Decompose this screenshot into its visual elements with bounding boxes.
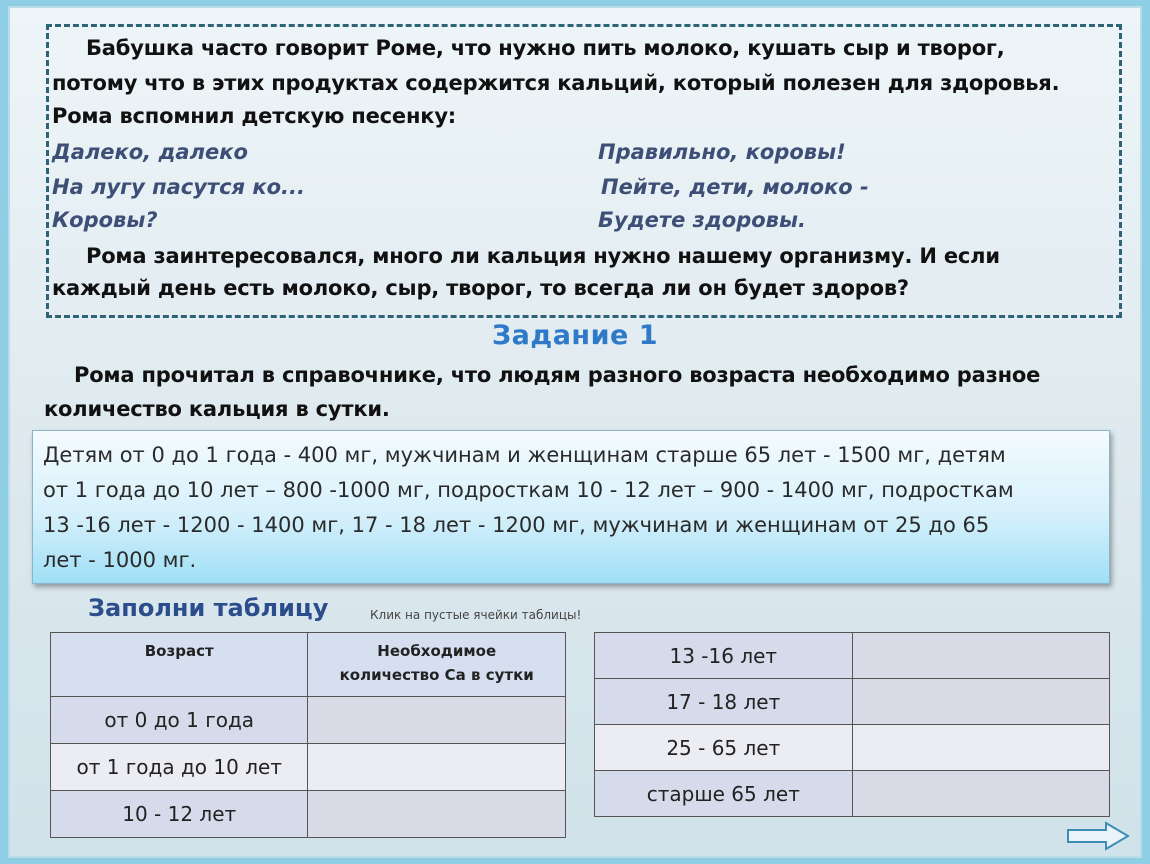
song-left-line-1: Далеко, далеко (52, 140, 248, 164)
info-line-4: лет - 1000 мг. (43, 548, 197, 572)
header-age: Возраст (51, 633, 308, 697)
song-left-line-3: Коровы? (52, 208, 158, 232)
story-frame (46, 24, 1122, 318)
song-right-line-3: Будете здоровы. (598, 208, 806, 232)
story-intro-line-3: Рома вспомнил детскую песенку: (52, 104, 457, 128)
info-line-2: от 1 года до 10 лет – 800 -1000 мг, подросткам 10 - 12 лет – 900 - 1400 мг, подросткам (43, 478, 1014, 502)
song-right-line-1: Правильно, коровы! (598, 140, 846, 164)
fill-table-title: Заполни таблицу (88, 594, 329, 622)
story-question-line-1: Рома заинтересовался, много ли кальция нужно нашему организму. И если (86, 244, 1000, 268)
fill-table-hint: Клик на пустые ячейки таблицы! (370, 608, 582, 622)
age-cell: 17 - 18 лет (595, 679, 853, 725)
arrow-right-icon[interactable] (1066, 821, 1130, 851)
header-amount-line-2: количество Са в сутки (339, 666, 534, 684)
info-line-1: Детям от 0 до 1 года - 400 мг, мужчинам и женщинам старше 65 лет - 1500 мг, детям (43, 443, 1006, 467)
info-line-3: 13 -16 лет - 1200 - 1400 мг, 17 - 18 лет - 1200 мг, мужчинам и женщинам от 25 до 65 (43, 513, 990, 537)
age-cell: 13 -16 лет (595, 633, 853, 679)
calcium-table-left (50, 632, 566, 838)
amount-input-cell[interactable] (308, 791, 566, 838)
header-amount (308, 633, 566, 697)
song-right-line-2: Пейте, дети, молоко - (601, 175, 869, 199)
task-text-line-1: Рома прочитал в справочнике, что людям разного возраста необходимо разное (74, 363, 1041, 387)
amount-input-cell[interactable] (852, 633, 1109, 679)
amount-input-cell[interactable] (308, 744, 566, 791)
age-cell: от 0 до 1 года (51, 697, 308, 744)
header-amount-line-1: Необходимое (377, 642, 497, 660)
amount-input-cell[interactable] (852, 725, 1109, 771)
age-cell: 25 - 65 лет (595, 725, 853, 771)
story-intro-line-2: потому что в этих продуктах содержится кальций, который полезен для здоровья. (52, 71, 1060, 95)
song-left-line-2: На лугу пасутся ко... (52, 175, 305, 199)
task-text-line-2: количество кальция в сутки. (44, 397, 390, 421)
amount-input-cell[interactable] (308, 697, 566, 744)
age-cell: 10 - 12 лет (51, 791, 308, 838)
amount-input-cell[interactable] (852, 771, 1109, 817)
calcium-table-right (594, 632, 1110, 817)
reference-info-box (32, 430, 1110, 584)
story-question-line-2: каждый день есть молоко, сыр, творог, то всегда ли он будет здоров? (52, 276, 909, 300)
amount-input-cell[interactable] (852, 679, 1109, 725)
story-intro-line-1: Бабушка часто говорит Роме, что нужно пить молоко, кушать сыр и творог, (86, 36, 1005, 60)
task-title: Задание 1 (492, 320, 658, 351)
age-cell: старше 65 лет (595, 771, 853, 817)
age-cell: от 1 года до 10 лет (51, 744, 308, 791)
